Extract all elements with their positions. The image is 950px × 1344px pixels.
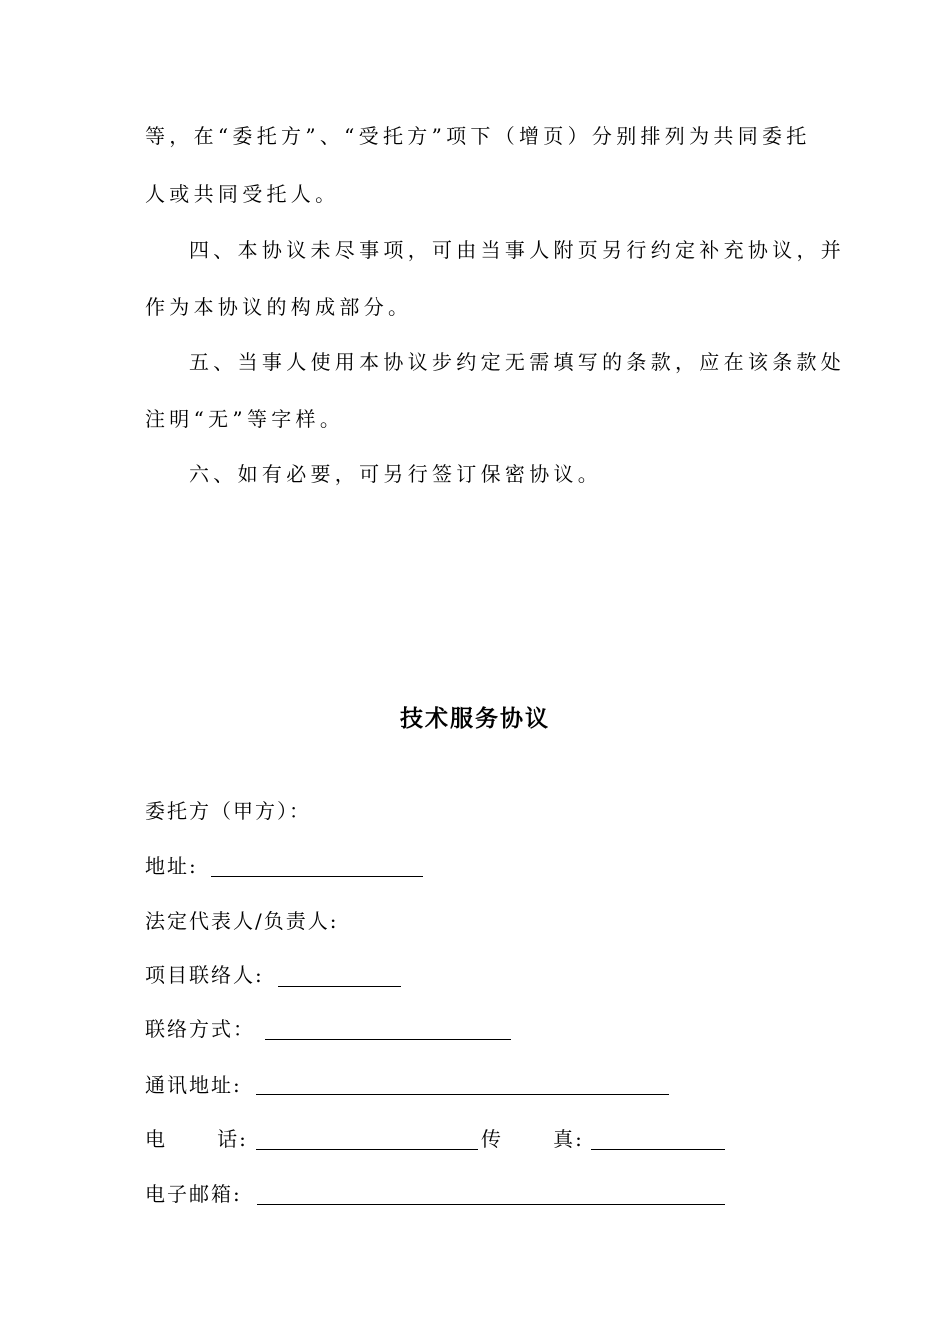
- paragraph-line: 四、本协议未尽事项，可由当事人附页另行约定补充协议，并: [189, 238, 846, 262]
- paragraph-line: 作为本协议的构成部分。: [145, 295, 413, 319]
- paragraph-line: 五、当事人使用本协议步约定无需填写的条款，应在该条款处: [189, 350, 846, 374]
- email-field[interactable]: [257, 1204, 725, 1205]
- client-label: 委托方（甲方）：: [145, 799, 311, 823]
- address-field[interactable]: [211, 876, 423, 877]
- address-label: 地址:: [145, 854, 198, 878]
- fax-label: 传 真:: [481, 1127, 584, 1151]
- mailing-address-field[interactable]: [256, 1094, 669, 1095]
- fax-field[interactable]: [591, 1149, 725, 1150]
- paragraph-line: 六、如有必要，可另行签订保密协议。: [189, 462, 603, 486]
- email-label: 电子邮箱:: [145, 1182, 242, 1206]
- project-contact-label: 项目联络人:: [145, 963, 264, 987]
- mailing-address-label: 通讯地址:: [145, 1073, 242, 1097]
- contact-method-field[interactable]: [265, 1039, 511, 1040]
- document-title: 技术服务协议: [400, 706, 550, 732]
- paragraph-line: 人或共同受托人。: [145, 182, 340, 206]
- paragraph-line: 等，在“委托方”、“受托方”项下（增页）分别排列为共同委托: [145, 124, 811, 148]
- phone-label: 电 话:: [145, 1127, 248, 1151]
- legal-rep-label: 法定代表人/负责人:: [145, 909, 339, 933]
- contact-method-label: 联络方式：: [145, 1017, 255, 1041]
- paragraph-line: 注明“无”等字样。: [145, 407, 345, 431]
- project-contact-field[interactable]: [278, 986, 401, 987]
- phone-field[interactable]: [256, 1149, 478, 1150]
